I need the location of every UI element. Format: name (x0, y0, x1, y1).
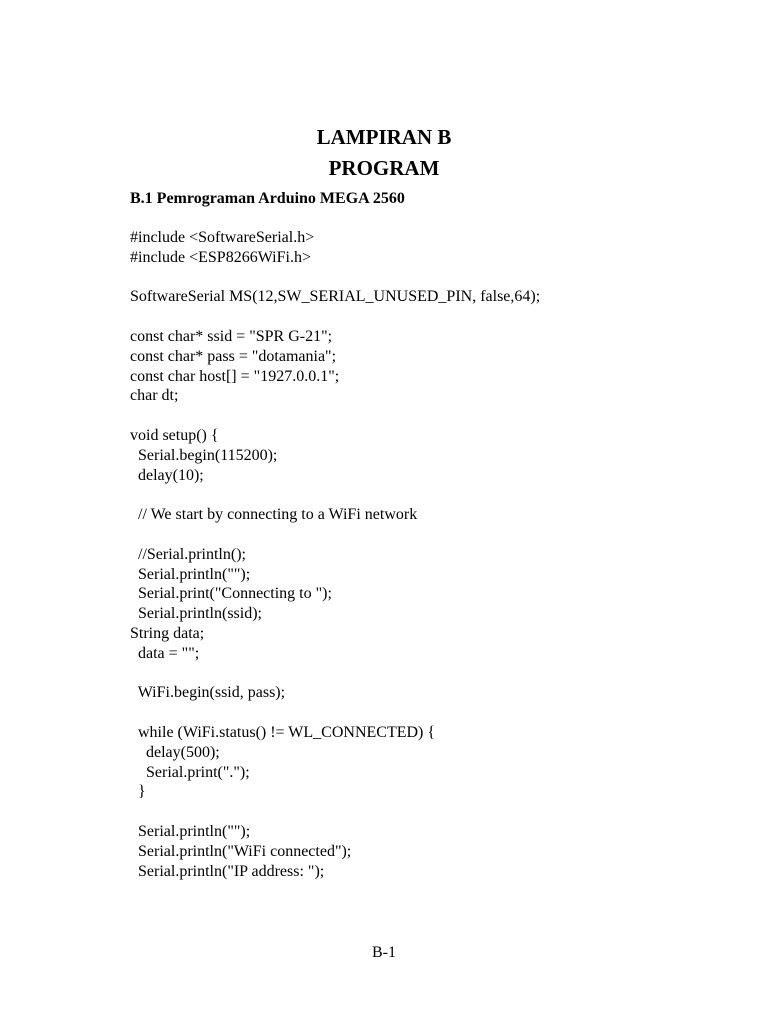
code-line: Serial.println("WiFi connected"); (130, 842, 352, 860)
appendix-title-line-2: PROGRAM (328, 156, 440, 180)
code-line: SoftwareSerial MS(12,SW_SERIAL_UNUSED_PIN, false,64); (130, 288, 541, 306)
code-line: data = ""; (130, 644, 200, 662)
code-line: Serial.println(""); (130, 565, 251, 583)
code-line: Serial.println(ssid); (130, 605, 262, 623)
code-line: String data; (130, 624, 205, 642)
code-line: Serial.println(""); (130, 822, 251, 840)
code-line: #include <SoftwareSerial.h> (130, 229, 315, 246)
code-line: // We start by connecting to a WiFi network (130, 506, 418, 524)
code-line (130, 525, 750, 545)
code-line: void setup() { (130, 426, 219, 444)
code-line (130, 664, 750, 684)
code-line: char dt; (130, 387, 179, 405)
code-line (130, 307, 750, 327)
code-line (130, 268, 750, 288)
code-line (130, 802, 750, 822)
code-line (130, 406, 750, 426)
code-line: #include <ESP8266WiFi.h> (130, 248, 311, 266)
code-line: const char* pass = "dotamania"; (130, 347, 337, 365)
section-heading: B.1 Pemrograman Arduino MEGA 2560 (130, 190, 405, 207)
code-line: Serial.begin(115200); (130, 446, 278, 464)
code-line: //Serial.println(); (130, 545, 246, 563)
code-line: } (130, 783, 146, 801)
code-line: while (WiFi.status() != WL_CONNECTED) { (130, 723, 436, 741)
code-line: const char* ssid = "SPR G-21"; (130, 327, 333, 345)
appendix-title (0, 122, 768, 184)
code-line: Serial.print("."); (130, 763, 250, 781)
code-line: const char host[] = "1927.0.0.1"; (130, 367, 340, 385)
code-line: Serial.println("IP address: "); (130, 862, 325, 880)
code-line (130, 703, 750, 723)
code-line: WiFi.begin(ssid, pass); (130, 684, 286, 702)
code-line (130, 485, 750, 505)
code-line: delay(500); (130, 743, 220, 761)
page-number: B-1 (372, 944, 396, 961)
code-listing (130, 228, 750, 881)
code-line: Serial.print("Connecting to "); (130, 585, 332, 603)
appendix-title-line-1: LAMPIRAN B (316, 125, 452, 149)
code-line: delay(10); (130, 466, 204, 484)
